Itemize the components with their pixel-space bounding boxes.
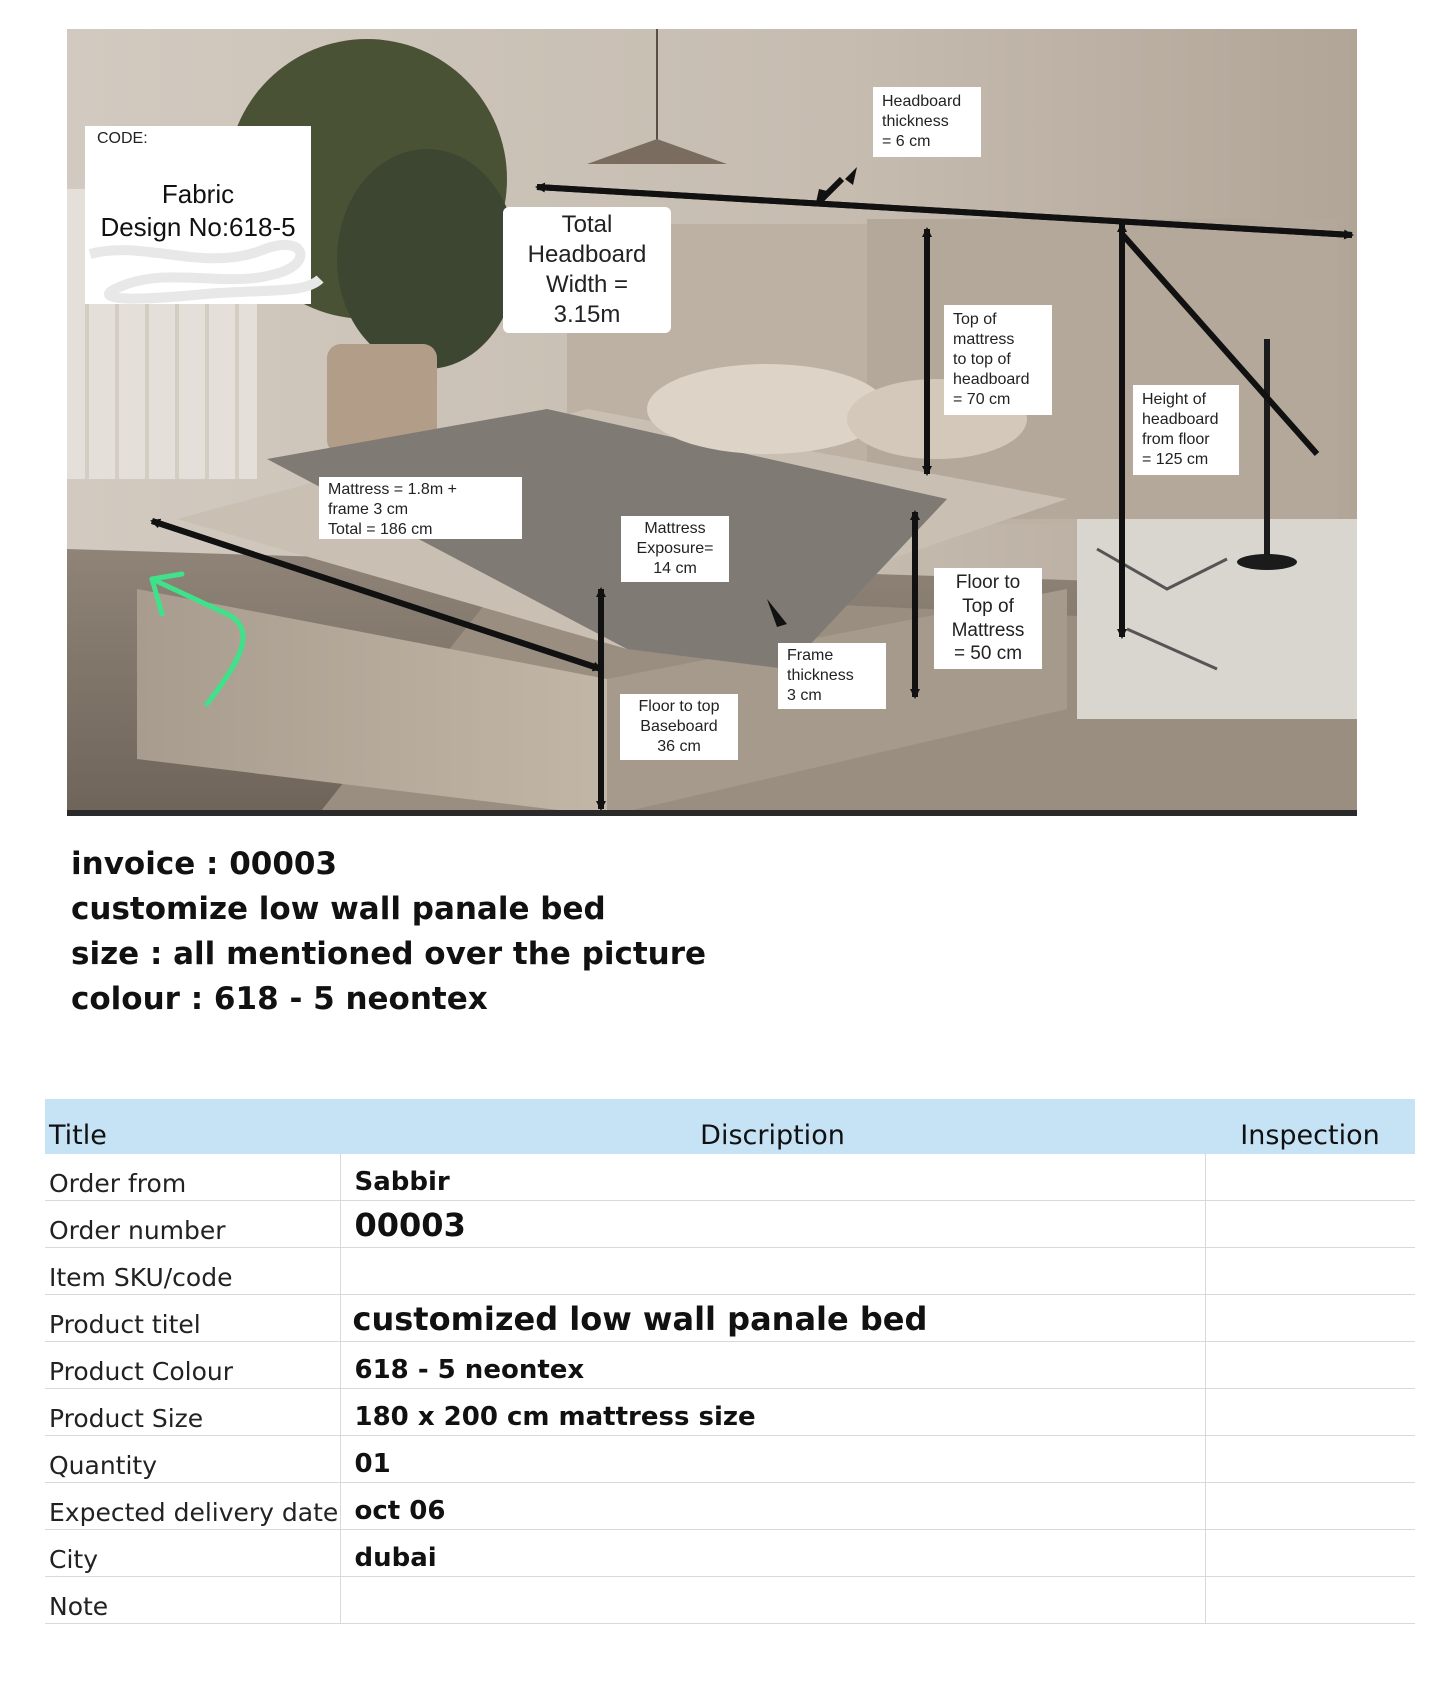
row-description: 180 x 200 cm mattress size xyxy=(340,1389,1205,1436)
row-inspection xyxy=(1205,1389,1415,1436)
row-inspection xyxy=(1205,1248,1415,1295)
row-description: dubai xyxy=(340,1530,1205,1577)
scribble-mark xyxy=(85,234,325,304)
table-row xyxy=(45,1577,1415,1624)
code-label: CODE: xyxy=(97,130,148,147)
invoice-summary xyxy=(71,842,706,1022)
row-inspection xyxy=(1205,1295,1415,1342)
table-row xyxy=(45,1154,1415,1201)
row-inspection xyxy=(1205,1483,1415,1530)
headboard-thickness-label: Headboard thickness = 6 cm xyxy=(873,87,981,157)
header-title: Title xyxy=(45,1099,340,1154)
table-row xyxy=(45,1530,1415,1577)
row-title: Order number xyxy=(45,1201,340,1248)
table-row xyxy=(45,1201,1415,1248)
row-title: City xyxy=(45,1530,340,1577)
mattress-exposure-label: Mattress Exposure= 14 cm xyxy=(621,516,729,582)
row-description: oct 06 xyxy=(340,1483,1205,1530)
row-inspection xyxy=(1205,1436,1415,1483)
table-row xyxy=(45,1436,1415,1483)
row-title: Product Colour xyxy=(45,1342,340,1389)
invoice-product: customize low wall panale bed xyxy=(71,891,606,927)
table-row xyxy=(45,1295,1415,1342)
row-inspection xyxy=(1205,1530,1415,1577)
frame-thickness-label: Frame thickness 3 cm xyxy=(778,643,886,709)
row-title: Note xyxy=(45,1577,340,1624)
floor-to-mattress-label: Floor to Top of Mattress = 50 cm xyxy=(934,568,1042,669)
table-header-row xyxy=(45,1099,1415,1154)
mattress-total-label: Mattress = 1.8m + frame 3 cm Total = 186 cm xyxy=(319,477,522,539)
total-headboard-width-label: Total Headboard Width = 3.15m xyxy=(503,207,671,333)
row-inspection xyxy=(1205,1577,1415,1624)
row-title: Item SKU/code xyxy=(45,1248,340,1295)
invoice-size: size : all mentioned over the picture xyxy=(71,936,707,972)
header-description: Discription xyxy=(340,1099,1205,1154)
header-inspection: Inspection xyxy=(1205,1099,1415,1154)
table-row xyxy=(45,1342,1415,1389)
row-title: Expected delivery date xyxy=(45,1483,340,1530)
row-title: Order from xyxy=(45,1154,340,1201)
row-description: customized low wall panale bed xyxy=(340,1295,1205,1342)
invoice-colour: colour : 618 - 5 neontex xyxy=(71,981,488,1017)
invoice-number: invoice : 00003 xyxy=(71,846,338,882)
row-inspection xyxy=(1205,1154,1415,1201)
row-description: 618 - 5 neontex xyxy=(340,1342,1205,1389)
row-description xyxy=(340,1248,1205,1295)
row-description xyxy=(340,1577,1205,1624)
row-inspection xyxy=(1205,1201,1415,1248)
table-row xyxy=(45,1248,1415,1295)
row-description: 00003 xyxy=(340,1201,1205,1248)
row-description: Sabbir xyxy=(340,1154,1205,1201)
fabric-design-label: Fabric Design No:618-5 xyxy=(100,179,296,242)
baseboard-height-label: Floor to top Baseboard 36 cm xyxy=(620,694,738,760)
table-row xyxy=(45,1389,1415,1436)
row-title: Quantity xyxy=(45,1436,340,1483)
table-row xyxy=(45,1483,1415,1530)
row-description: 01 xyxy=(340,1436,1205,1483)
mattress-to-headboard-label: Top of mattress to top of headboard = 70 cm xyxy=(944,305,1052,415)
row-title: Product titel xyxy=(45,1295,340,1342)
row-title: Product Size xyxy=(45,1389,340,1436)
row-inspection xyxy=(1205,1342,1415,1389)
headboard-height-label: Height of headboard from floor = 125 cm xyxy=(1133,385,1239,475)
order-table xyxy=(45,1099,1415,1624)
